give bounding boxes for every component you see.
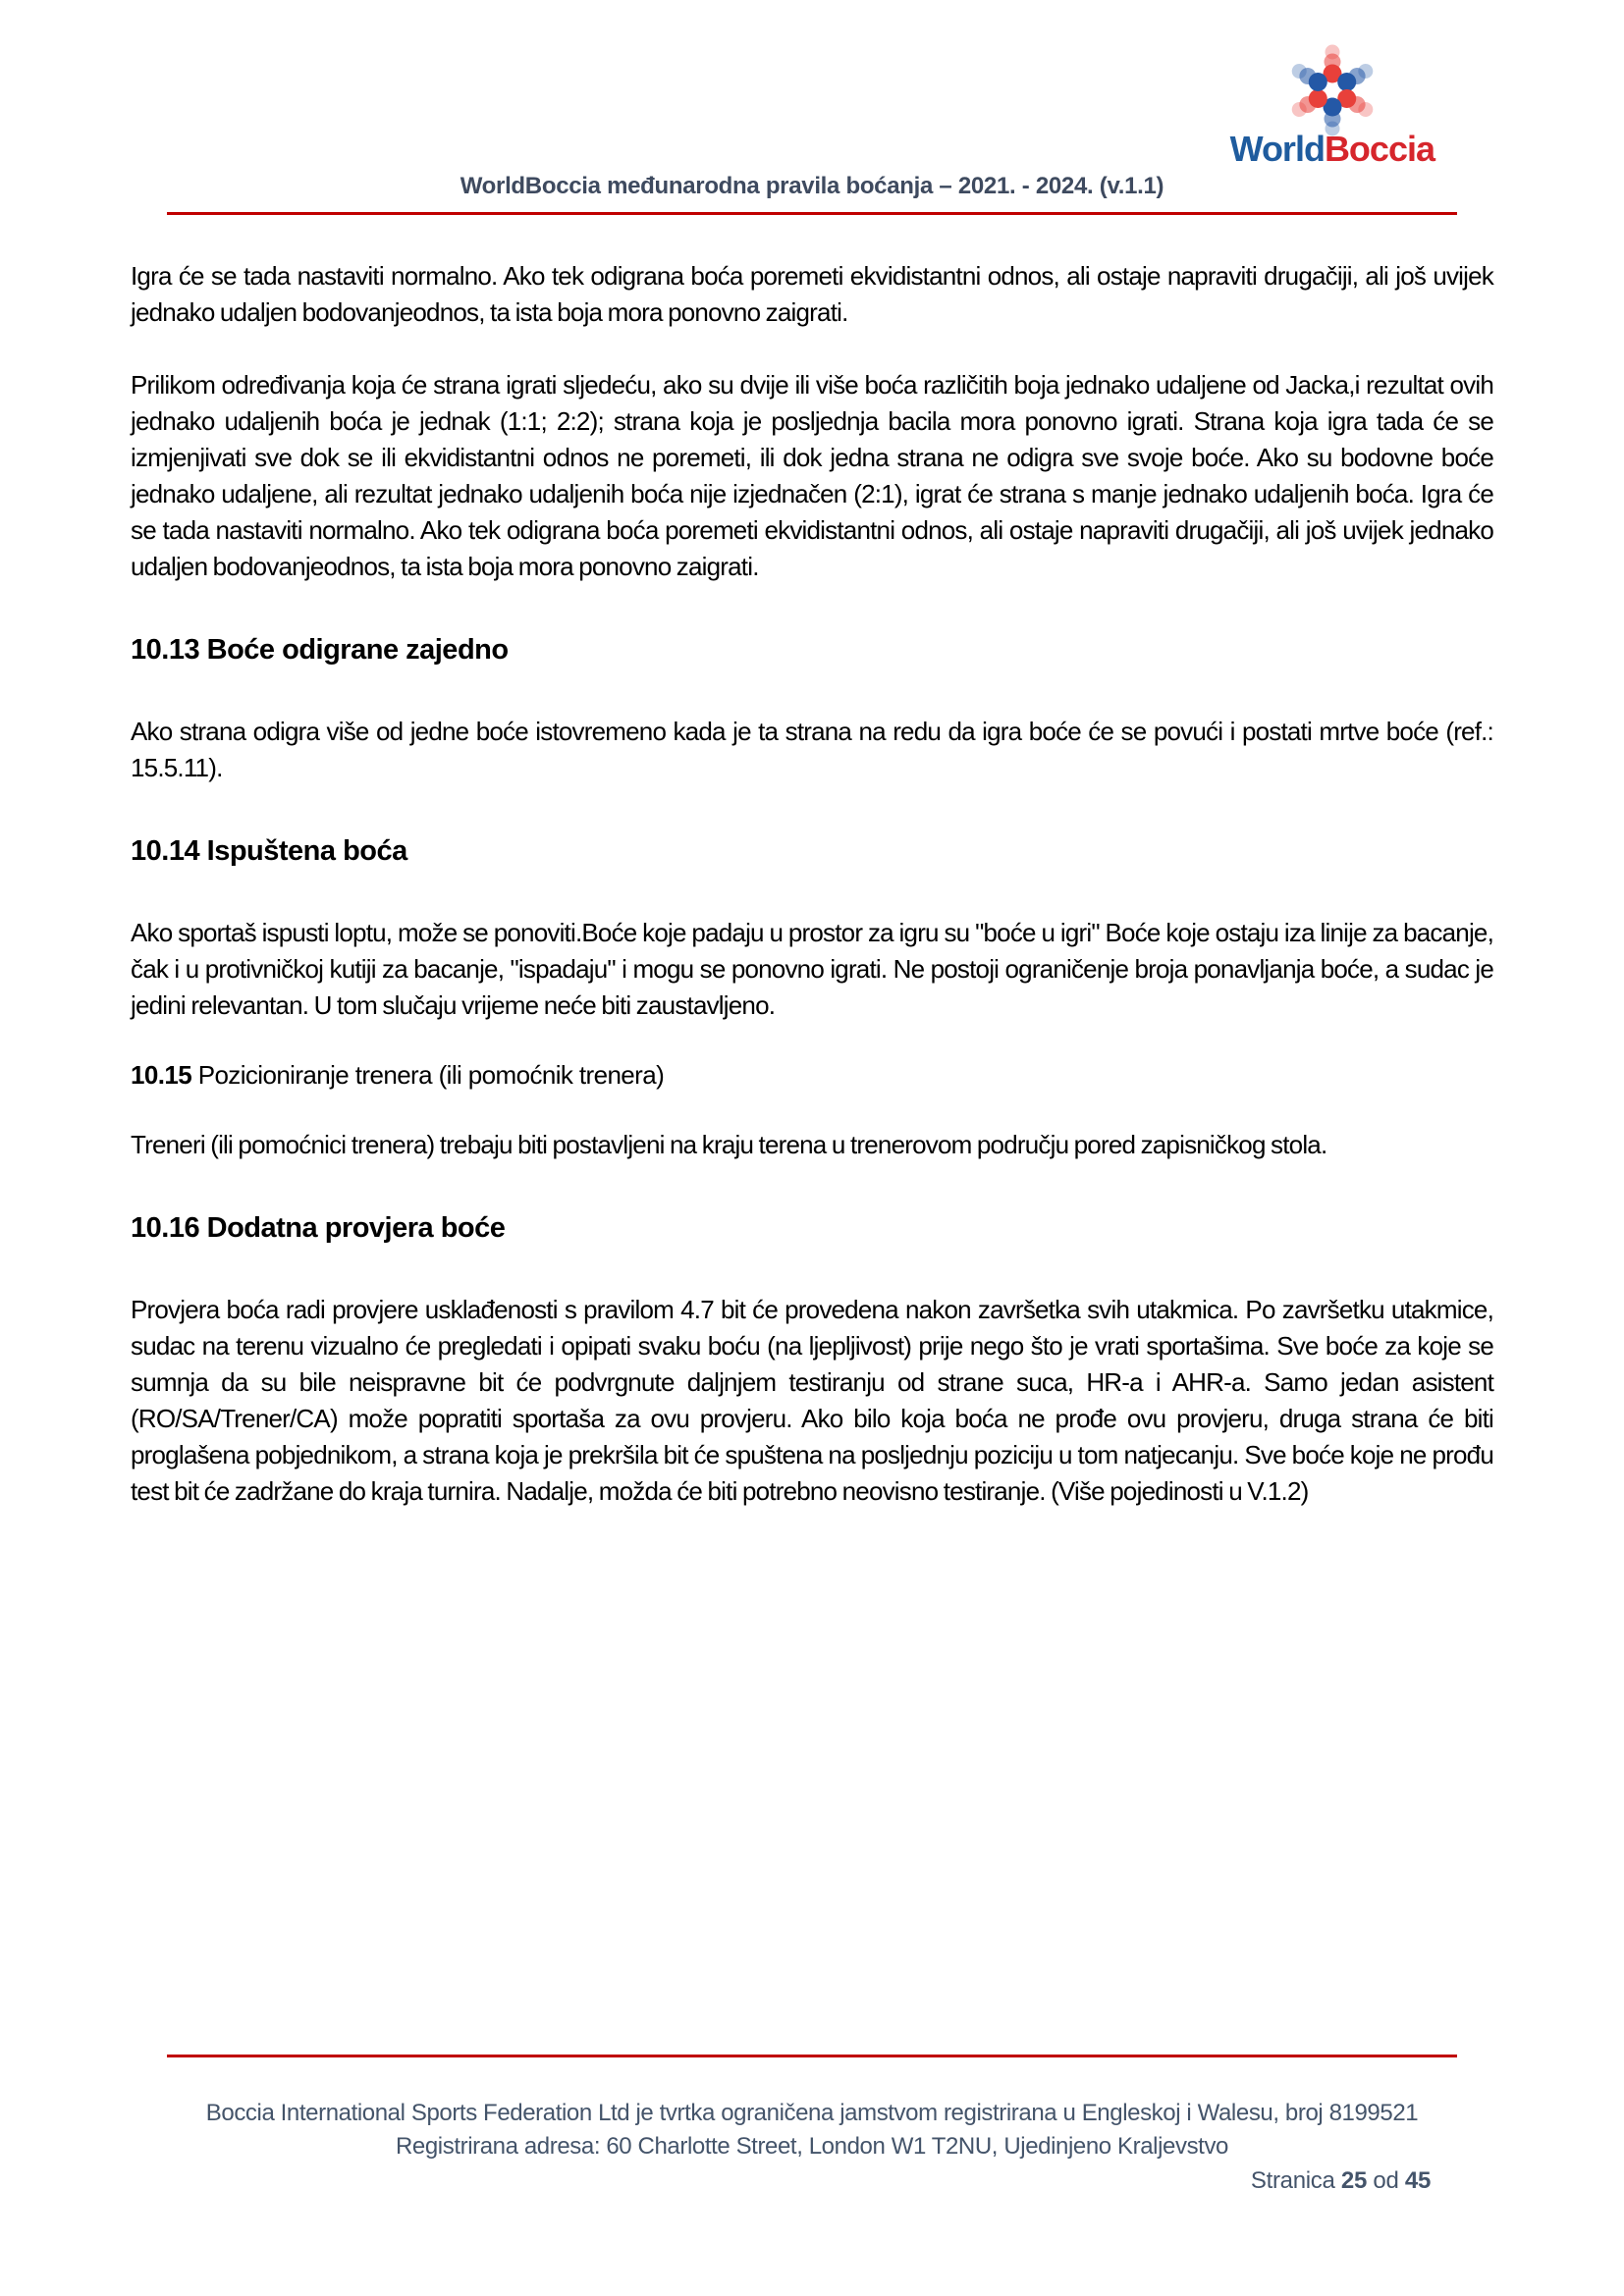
logo-world-text: World [1229, 129, 1325, 169]
section-body: Ako sportaš ispusti loptu, može se ponoviti.Boće koje padaju u prostor za igru su "boće u igri" Boće koje ostaju iza linije za bacanje, čak i u protivničkoj kutiji za bacanje, "ispadaju" i mogu se ponovno igrati. Ne postoji ograničenje broja ponavljanja boće, a sudac je jedini relevantan. U tom slučaju vrijeme neće biti zaustavljeno. [131, 918, 1493, 1020]
page-number-total: 45 [1404, 2167, 1431, 2194]
logo-boccia-text: Boccia [1324, 129, 1435, 169]
section-body: Ako strana odigra više od jedne boće istovremeno kada je ta strana na redu da igra boće će se povući i postati mrtve boće (ref.: 15.5.11). [131, 717, 1493, 782]
page-footer [131, 2055, 1493, 2195]
footer-line-address: Registrirana adresa: 60 Charlotte Street, London W1 T2NU, Ujedinjeno Kraljevstvo [395, 2133, 1228, 2160]
section-title: Boće odigrane zajedno [206, 634, 509, 666]
section-heading [131, 835, 1493, 868]
section-body: Provjera boća radi provjere usklađenosti s pravilom 4.7 bit će provedena nakon završetka svih utakmica. Po završetku utakmice, sudac na terenu vizualno će pregledati i opipati svaku boću (na ljepljivost) prije nego što je vrati sportašima. Sve boće za koje se sumnja da su bile neispravne bit će podvrgnute daljnjem testiranju od strane suca, HR-a i AHR-a. Samo jedan asistent (RO/SA/Trener/CA) može popratiti sportaša za ovu provjeru. Ako bilo koja boća ne prođe ovu provjeru, druga strana će biti proglašena pobjednikom, a strana koja je prekršila bit će spuštena na posljednju poziciju u tom natjecanju. Sve boće koje ne prođu test bit će zadržane do kraja turnira. Nadalje, možda će biti potrebno neovisno testiranje. (Više pojedinosti u V.1.2) [131, 1295, 1493, 1506]
section-10-14 [131, 835, 1493, 1024]
footer-rule [167, 2055, 1457, 2057]
section-number: 10.14 [131, 835, 200, 867]
footer-text [131, 2097, 1493, 2163]
page-number-current: 25 [1340, 2167, 1368, 2194]
boccia-flower-icon [1283, 41, 1381, 139]
section-body: Treneri (ili pomoćnici trenera) trebaju biti postavljeni na kraju terena u trenerovom području pored zapisničkog stola. [131, 1130, 1327, 1159]
page-content [131, 258, 1493, 1510]
page-number-of: od [1373, 2167, 1399, 2194]
section-heading [131, 1060, 1493, 1091]
section-number: 10.13 [131, 634, 200, 666]
page-number-label: Stranica [1250, 2167, 1335, 2194]
worldboccia-logo [1230, 41, 1435, 167]
intro-paragraph: Prilikom određivanja koja će strana igrati sljedeću, ako su dvije ili više boća različitih boja jednako udaljene od Jacka,i rezultat ovih jednako udaljenih boća je jednak (1:1; 2:2); strana koja je posljednja bacila mora ponovno igrati. Strana koja igra tada će se izmjenjivati sve dok se ili ekvidistantni odnos ne poremeti, ili dok jedna strana ne odigra sve svoje boće. Ako su bodovne boće jednako udaljene, ali rezultat jednako udaljenih boća nije izjednačen (2:1), igrat će strana s manje jednako udaljenih boća. Igra će se tada nastaviti normalno. Ako tek odigrana boća poremeti ekvidistantni odnos, ali ostaje napraviti drugačiji, ali još uvijek jednako udaljen bodovanjeodnos, ta ista boja mora ponovno zaigrati. [131, 370, 1493, 581]
section-10-13 [131, 634, 1493, 786]
page-header [131, 41, 1493, 215]
section-heading [131, 1212, 1493, 1245]
section-10-15 [131, 1060, 1493, 1163]
footer-line-registration: Boccia International Sports Federation Ltd je tvrtka ograničena jamstvom registrirana u Engleskoj i Walesu, broj 8199521 [205, 2100, 1419, 2126]
section-title: Ispuštena boća [206, 835, 407, 867]
page-number [131, 2167, 1493, 2195]
section-10-16 [131, 1212, 1493, 1510]
intro-paragraph: Igra će se tada nastaviti normalno. Ako tek odigrana boća poremeti ekvidistantni odnos, ali ostaje napraviti drugačiji, ali još uvijek jednako udaljen bodovanjeodnos, ta ista boja mora ponovno zaigrati. [131, 261, 1493, 327]
section-number: 10.15 [131, 1060, 192, 1090]
section-title: Dodatna provjera boće [206, 1212, 506, 1244]
section-title: Pozicioniranje trenera (ili pomoćnik trenera) [197, 1060, 665, 1090]
section-heading [131, 634, 1493, 667]
section-number: 10.16 [131, 1212, 200, 1244]
logo-wordmark [1229, 129, 1435, 169]
header-rule [167, 212, 1457, 215]
document-title: WorldBoccia međunarodna pravila boćanja – 2021. - 2024. (v.1.1) [460, 173, 1164, 199]
